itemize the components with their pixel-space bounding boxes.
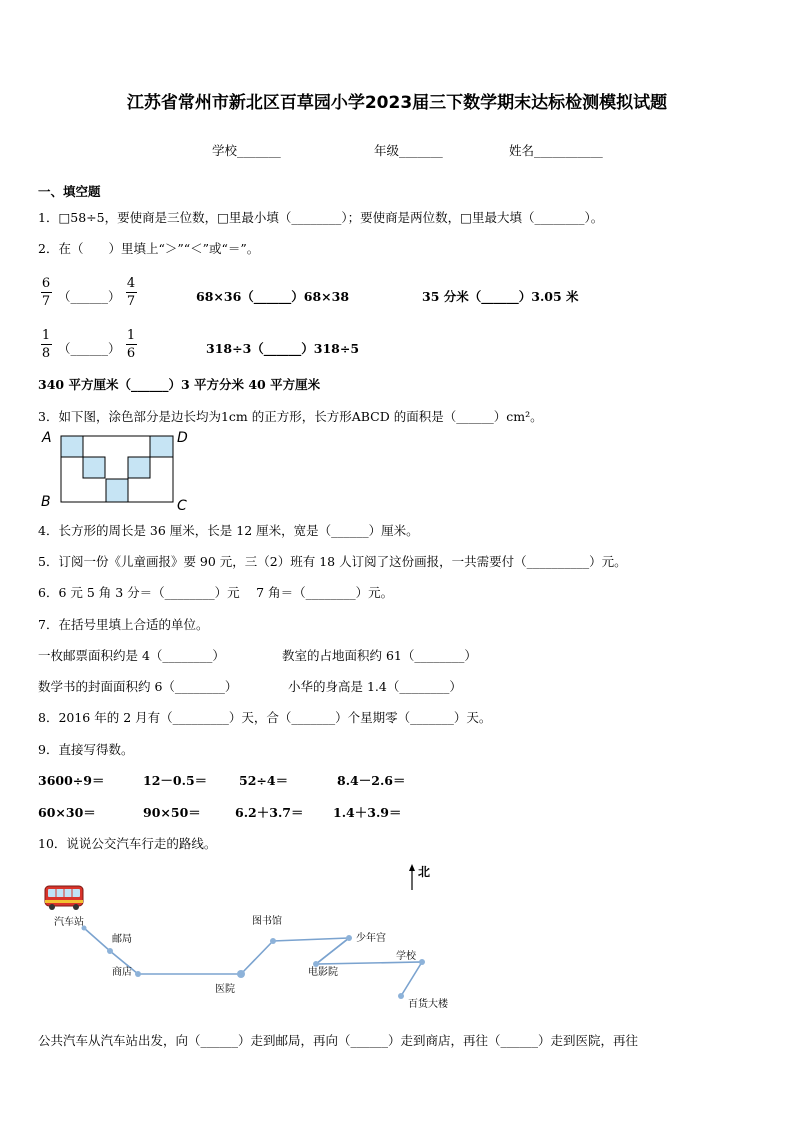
node-hospital bbox=[237, 970, 245, 978]
denominator: 8 bbox=[41, 346, 51, 361]
question-4: 4．长方形的周长是 36 厘米，长是 12 厘米，宽是（______）厘米。 bbox=[38, 523, 419, 538]
label-bus-station: 汽车站 bbox=[54, 917, 84, 928]
calc-item: 12－0.5＝ bbox=[143, 773, 208, 788]
question-5: 5．订阅一份《儿童画报》要 90 元，三（2）班有 18 人订阅了这份画报，一共需要付（__________）元。 bbox=[38, 554, 627, 569]
fraction-6-7 bbox=[40, 276, 52, 309]
north-label: 北 bbox=[418, 865, 431, 879]
unit-item: 一枚邮票面积约是 4（________） bbox=[38, 648, 225, 663]
fraction-1-6 bbox=[125, 328, 137, 361]
node-youth-palace bbox=[346, 935, 352, 941]
node-post-office bbox=[107, 948, 113, 954]
label-youth-palace: 少年宫 bbox=[356, 933, 386, 944]
question-9: 9．直接写得数。 bbox=[38, 742, 134, 757]
rectangle-figure bbox=[36, 428, 206, 514]
compare-expression: 68×36（______）68×38 bbox=[196, 289, 350, 304]
node-library bbox=[270, 938, 276, 944]
school-field: 学校_______ bbox=[212, 143, 281, 158]
label-d: D bbox=[177, 430, 188, 446]
calc-item: 1.4＋3.9＝ bbox=[333, 805, 402, 820]
question-8: 8．2016 年的 2 月有（_________）天，合（_______）个星期零（_______）天。 bbox=[38, 710, 492, 725]
shaded-square bbox=[83, 457, 105, 478]
unit-item: 教室的占地面积约 61（________） bbox=[282, 648, 477, 663]
question-1: 1．□58÷5，要使商是三位数，□里最小填（________）；要使商是两位数，□里最大填（________）。 bbox=[38, 210, 604, 225]
north-arrow-head-icon bbox=[409, 864, 415, 871]
compare-expression: 35 分米（______）3.05 米 bbox=[422, 289, 579, 304]
calc-item: 52÷4＝ bbox=[239, 773, 289, 788]
denominator: 6 bbox=[126, 346, 136, 361]
compare-expression: 318÷3（______）318÷5 bbox=[206, 341, 360, 356]
bus-icon bbox=[45, 886, 83, 910]
bus-route-map bbox=[30, 860, 470, 1020]
shaded-square bbox=[61, 436, 83, 457]
grade-field: 年级_______ bbox=[374, 143, 443, 158]
shaded-square bbox=[128, 457, 150, 478]
label-b: B bbox=[41, 494, 51, 510]
node-department-store bbox=[398, 993, 404, 999]
numerator: 6 bbox=[41, 276, 51, 291]
node-shop bbox=[135, 971, 141, 977]
label-school: 学校 bbox=[396, 951, 416, 962]
fraction-4-7 bbox=[125, 276, 137, 309]
calc-item: 90×50＝ bbox=[143, 805, 201, 820]
shaded-square bbox=[106, 479, 128, 502]
compare-blank: （______） bbox=[58, 341, 121, 356]
label-hospital: 医院 bbox=[215, 984, 235, 995]
name-field: 姓名___________ bbox=[509, 143, 603, 158]
compare-expression: 340 平方厘米（______）3 平方分米 40 平方厘米 bbox=[38, 377, 321, 392]
unit-item: 小华的身高是 1.4（________） bbox=[288, 679, 462, 694]
question-10: 10．说说公交汽车行走的路线。 bbox=[38, 836, 217, 851]
question-10-text: 公共汽车从汽车站出发，向（______）走到邮局，再向（______）走到商店，再往（______）走到医院，再往 bbox=[38, 1033, 639, 1048]
question-2: 2．在（ ）里填上“＞”“＜”或“＝”。 bbox=[38, 241, 260, 256]
question-7: 7．在括号里填上合适的单位。 bbox=[38, 617, 209, 632]
section-heading: 一、填空题 bbox=[38, 184, 101, 199]
numerator: 4 bbox=[126, 276, 136, 291]
label-shop: 商店 bbox=[112, 967, 132, 978]
denominator: 7 bbox=[126, 294, 136, 309]
shaded-square bbox=[150, 436, 173, 457]
label-c: C bbox=[177, 498, 187, 514]
numerator: 1 bbox=[41, 328, 51, 343]
denominator: 7 bbox=[41, 294, 51, 309]
fraction-1-8 bbox=[40, 328, 52, 361]
calc-item: 3600÷9＝ bbox=[38, 773, 105, 788]
node-school bbox=[419, 959, 425, 965]
question-6: 6．6 元 5 角 3 分＝（________）元 7 角＝（________）元。 bbox=[38, 585, 394, 600]
unit-item: 数学书的封面面积约 6（________） bbox=[38, 679, 238, 694]
calc-item: 8.4－2.6＝ bbox=[337, 773, 406, 788]
numerator: 1 bbox=[126, 328, 136, 343]
route-segment bbox=[316, 938, 349, 964]
calc-item: 6.2＋3.7＝ bbox=[235, 805, 304, 820]
label-a: A bbox=[42, 430, 52, 446]
calc-item: 60×30＝ bbox=[38, 805, 96, 820]
label-cinema: 电影院 bbox=[308, 967, 338, 978]
question-3: 3．如下图，涂色部分是边长均为1cm 的正方形，长方形ABCD 的面积是（______）cm²。 bbox=[38, 409, 543, 424]
label-post-office: 邮局 bbox=[112, 934, 132, 945]
compare-blank: （______） bbox=[58, 289, 121, 304]
label-library: 图书馆 bbox=[252, 916, 282, 927]
label-department-store: 百货大楼 bbox=[408, 999, 448, 1010]
page-title: 江苏省常州市新北区百草园小学2023届三下数学期末达标检测模拟试题 bbox=[126, 93, 668, 113]
